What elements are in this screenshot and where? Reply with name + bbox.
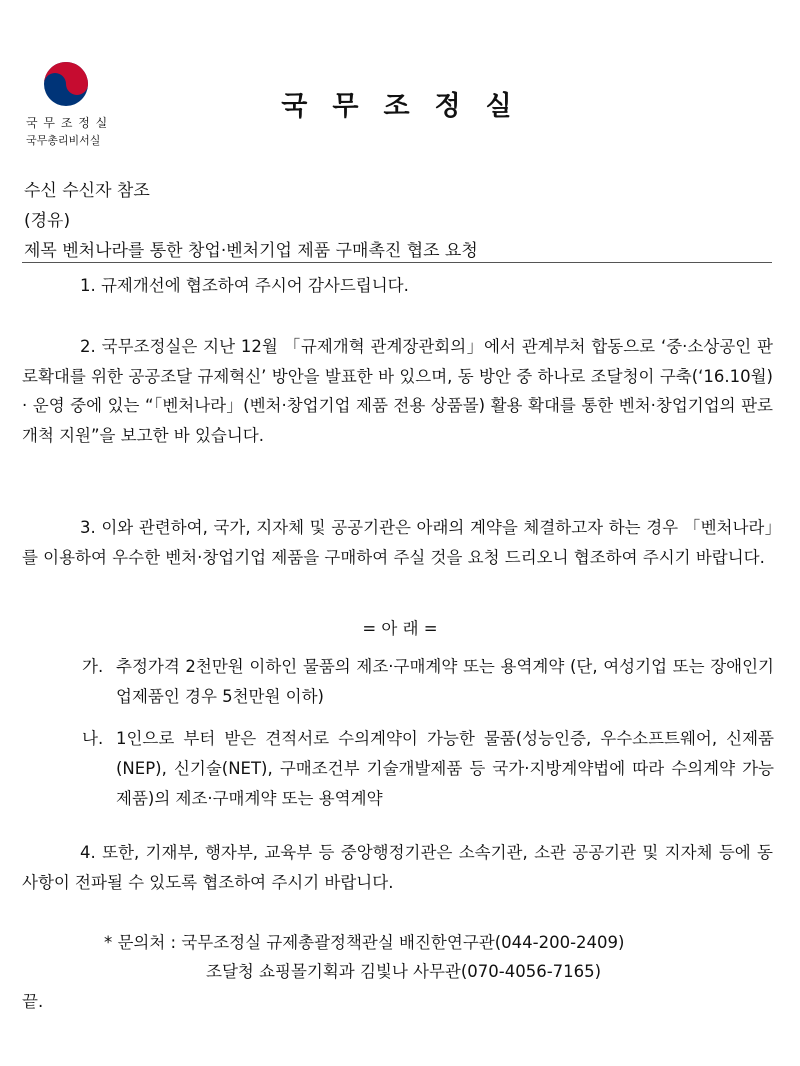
list-item-na bbox=[82, 724, 774, 814]
end-mark: 끝. bbox=[22, 992, 44, 1011]
via-line: (경유) bbox=[24, 211, 71, 231]
list-item-ga bbox=[82, 652, 774, 712]
logo-org-name: 국 무 조 정 실 bbox=[26, 116, 109, 130]
document-title: 국무조정실 bbox=[281, 91, 537, 122]
list-item-label: 가. bbox=[82, 657, 104, 676]
paragraph-3: 3. 이와 관련하여, 국가, 지자체 및 공공기관은 아래의 계약을 체결하고자 하는 경우 「벤처나라」를 이용하여 우수한 벤처·창업기업 제품을 구매하여 주실 것을 요청 드리오니 협조하여 주시기 바랍니다. bbox=[22, 518, 773, 567]
contact-line-1: * 문의처 : 국무조정실 규제총괄정책관실 배진한연구관(044-200-2409) bbox=[104, 933, 625, 952]
header-divider bbox=[22, 262, 772, 263]
paragraph-2: 2. 국무조정실은 지난 12월 「규제개혁 관계장관회의」에서 관계부처 합동으로 ‘중·소상공인 판로확대를 위한 공공조달 규제혁신’ 방안을 발표한 바 있으며, 동 방안 중 하나로 조달청이 구축(‘16.10월) · 운영 중에 있는 “「벤처나라」(벤처·창업기업 제품 전용 상품몰) 활용 확대를 통한 벤처·창업기업의 판로개척 지원”을 보고한 바 있습니다. bbox=[22, 337, 773, 445]
list-item-text: 1인으로 부터 받은 견적서로 수의계약이 가능한 물품(성능인증, 우수소프트웨어, 신제품(NEP), 신기술(NET), 구매조건부 기술개발제품 등 국가·지방계약법에 따라 수의계약 가능 제품)의 제조·구매계약 또는 용역계약 bbox=[116, 729, 774, 808]
paragraph-4: 4. 또한, 기재부, 행자부, 교육부 등 중앙행정기관은 소속기관, 소관 공공기관 및 지자체 등에 동 사항이 전파될 수 있도록 협조하여 주시기 바랍니다. bbox=[22, 843, 773, 892]
paragraph-1: 1. 규제개선에 협조하여 주시어 감사드립니다. bbox=[80, 276, 409, 295]
contact-line-2: 조달청 쇼핑몰기획과 김빛나 사무관(070-4056-7165) bbox=[206, 962, 602, 981]
subject-line: 제목 벤처나라를 통한 창업·벤처기업 제품 구매촉진 협조 요청 bbox=[24, 241, 478, 261]
list-item-label: 나. bbox=[82, 729, 104, 748]
below-heading: = 아 래 = bbox=[362, 619, 438, 638]
list-item-text: 추정가격 2천만원 이하인 물품의 제조·구매계약 또는 용역계약 (단, 여성기업 또는 장애인기업제품인 경우 5천만원 이하) bbox=[116, 657, 774, 706]
recipient-line: 수신 수신자 참조 bbox=[24, 181, 150, 201]
logo-sub-name: 국무총리비서실 bbox=[26, 134, 101, 147]
